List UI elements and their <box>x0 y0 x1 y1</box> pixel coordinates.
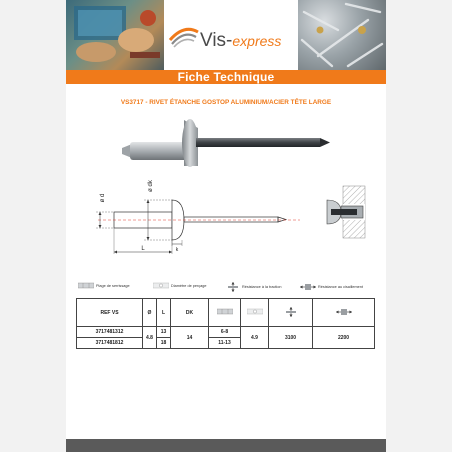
header-photo-screws <box>298 0 386 70</box>
legend-item <box>300 282 363 292</box>
vis-express-logo <box>200 30 281 52</box>
header-tensile <box>269 299 313 327</box>
spec-table <box>76 298 375 349</box>
header-serrage <box>209 299 241 327</box>
legend-label: Diamètre de perçage <box>171 283 207 288</box>
logo-express: express <box>232 33 282 49</box>
header-shear <box>313 299 375 327</box>
drill-diameter-icon <box>247 308 263 315</box>
legend-item <box>153 282 206 289</box>
label-k: k <box>175 247 179 253</box>
footer-bar <box>66 439 386 452</box>
rivet-section-view <box>323 184 369 240</box>
rivet-technical-drawing <box>78 172 306 264</box>
header-ref-vs: REF VS <box>77 299 143 327</box>
grip-cell: 11-13 <box>209 338 241 349</box>
vis-express-logo-icon <box>168 22 200 48</box>
table-row <box>77 327 375 338</box>
header-length: L <box>157 299 171 327</box>
legend <box>78 282 378 292</box>
rivet-product-image <box>118 114 334 168</box>
fiche-technique-banner <box>66 70 386 84</box>
header-photo-workshop <box>66 0 164 70</box>
ref-cell: 3717481312 <box>77 327 143 338</box>
tensile-cell: 3100 <box>269 327 313 349</box>
legend-label: Résistance à la traction <box>242 285 282 289</box>
label-L: L <box>141 246 145 252</box>
length-cell: 13 <box>157 327 171 338</box>
shear-cell: 2200 <box>313 327 375 349</box>
legend-item <box>78 282 130 289</box>
technical-sheet-page <box>66 0 386 452</box>
header-dk: DK <box>171 299 209 327</box>
table-header-row <box>77 299 375 327</box>
product-title: VS3717 - RIVET ÉTANCHE GOSTOP ALUMINIUM/ACIER TÊTE LARGE <box>120 99 332 106</box>
grip-cell: 6-8 <box>209 327 241 338</box>
banner-title: Fiche Technique <box>177 70 275 84</box>
serrage-range-icon <box>78 282 94 289</box>
legend-item <box>226 282 281 292</box>
dk-cell: 14 <box>171 327 209 349</box>
legend-label: Plage de serrissage <box>96 283 130 288</box>
length-cell: 18 <box>157 338 171 349</box>
logo-vis: Vis- <box>200 30 233 51</box>
tensile-strength-icon <box>284 307 298 317</box>
legend-label: Résistance au cisaillement <box>318 285 363 289</box>
shear-strength-icon <box>336 307 352 317</box>
header-drill <box>241 299 269 327</box>
drill-cell: 4.9 <box>241 327 269 349</box>
label-dk: ø dk <box>148 180 154 192</box>
header-logo-area <box>164 0 298 70</box>
ref-cell: 3717481812 <box>77 338 143 349</box>
tensile-strength-icon <box>226 282 240 292</box>
shear-strength-icon <box>300 282 316 292</box>
label-d: ø d <box>100 193 106 203</box>
drill-diameter-icon <box>153 282 169 289</box>
diameter-cell: 4.8 <box>143 327 157 349</box>
header-diameter: Ø <box>143 299 157 327</box>
serrage-range-icon <box>217 308 233 315</box>
